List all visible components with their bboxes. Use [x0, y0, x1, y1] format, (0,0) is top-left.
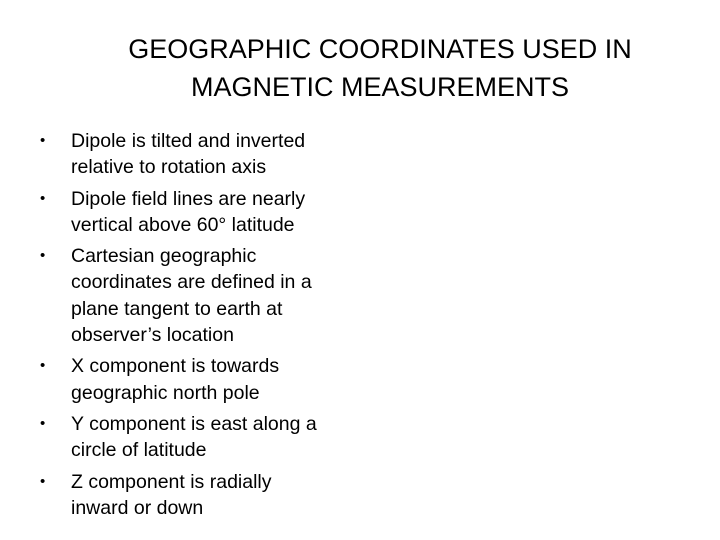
- slide-title-line: MAGNETIC MEASUREMENTS: [190, 72, 570, 102]
- bullet-line: coordinates are defined in a: [71, 271, 312, 294]
- bullet-line: relative to rotation axis: [71, 156, 267, 179]
- bullet-line: Dipole field lines are nearly: [71, 187, 306, 210]
- bullet-line: inward or down: [71, 496, 204, 519]
- bullet-item: [40, 186, 370, 239]
- bullet-line: X component is towards: [71, 355, 280, 378]
- bullet-text: [71, 353, 370, 406]
- bullet-text: [71, 128, 370, 181]
- bullet-text: [71, 243, 370, 348]
- slide-title: [40, 30, 720, 106]
- bullet-icon: •: [40, 357, 46, 375]
- bullet-icon: •: [40, 189, 46, 207]
- bullet-line: Dipole is tilted and inverted: [71, 130, 306, 152]
- bullet-line: circle of latitude: [71, 439, 207, 462]
- bullet-item: [40, 411, 370, 464]
- bullet-item: [40, 243, 370, 348]
- bullet-line: Z component is radially: [71, 470, 272, 493]
- bullet-icon: •: [40, 132, 46, 149]
- bullet-item: [40, 353, 370, 406]
- bullet-line: observer’s location: [71, 324, 234, 347]
- bullet-text: [71, 186, 370, 239]
- bullet-line: vertical above 60° latitude: [71, 213, 295, 236]
- bullet-icon: •: [40, 247, 46, 265]
- bullet-text: [71, 411, 370, 464]
- bullet-line: Y component is east along a: [71, 412, 317, 435]
- bullet-item: [40, 128, 370, 181]
- bullet-line: plane tangent to earth at: [71, 297, 283, 320]
- bullet-text: [71, 469, 370, 522]
- bullet-line: geographic north pole: [71, 381, 260, 404]
- bullet-icon: •: [40, 472, 46, 490]
- bullet-icon: •: [40, 414, 46, 432]
- slide-title-line: GEOGRAPHIC COORDINATES USED IN: [128, 34, 632, 64]
- bullet-line: Cartesian geographic: [71, 245, 257, 268]
- bullet-item: [40, 469, 370, 522]
- bullet-list: [40, 128, 370, 526]
